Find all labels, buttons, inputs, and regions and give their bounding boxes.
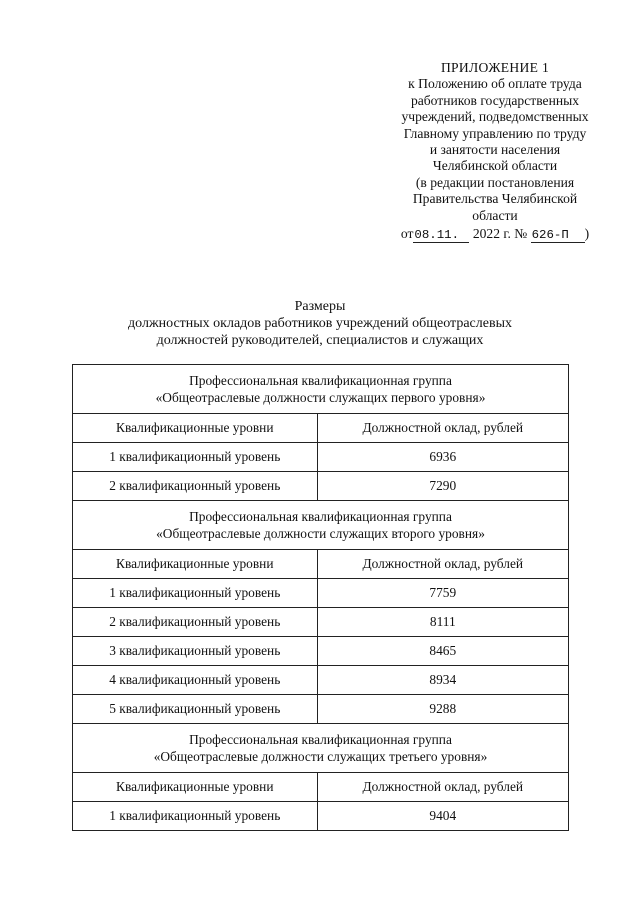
appendix-line: области [472, 207, 518, 223]
column-header-level: Квалификационные уровни [73, 414, 318, 443]
resolution-prefix: от [400, 226, 414, 242]
table-row [73, 695, 569, 724]
salary-cell: 8465 [317, 637, 568, 666]
appendix-line: работников государственных [410, 92, 580, 108]
group-title-line-1: Профессиональная квалификационная группа [189, 373, 452, 388]
appendix-line: (в редакции постановления [415, 174, 575, 190]
appendix-line: к Положению об оплате труда [408, 76, 582, 92]
level-cell: 1 квалификационный уровень [73, 443, 318, 472]
column-header-salary: Должностной оклад, рублей [317, 773, 568, 802]
group-title-line-2: «Общеотраслевые должности служащих третьего уровня» [153, 749, 488, 764]
salary-cell: 7759 [317, 579, 568, 608]
group-title-line-1: Профессиональная квалификационная группа [189, 509, 452, 524]
group-title-line-2: «Общеотраслевые должности служащих первого уровня» [155, 390, 486, 405]
table-row [73, 472, 569, 501]
table-row [73, 666, 569, 695]
table-row [73, 637, 569, 666]
appendix-line: учреждений, подведомственных [401, 109, 589, 125]
salary-cell: 8111 [317, 608, 568, 637]
title-line-3: должностей руководителей, специалистов и служащих [156, 333, 484, 348]
column-header-level: Квалификационные уровни [73, 773, 318, 802]
column-header-salary: Должностной оклад, рублей [317, 550, 568, 579]
group-header-row [73, 365, 569, 414]
appendix-line: Главному управлению по труду [403, 125, 587, 141]
salary-cell: 6936 [317, 443, 568, 472]
group-header-row [73, 724, 569, 773]
resolution-date: 08.11. [413, 228, 469, 243]
level-cell: 5 квалификационный уровень [73, 695, 318, 724]
column-header-salary: Должностной оклад, рублей [317, 414, 568, 443]
column-header-row [73, 773, 569, 802]
level-cell: 1 квалификационный уровень [73, 802, 318, 831]
table-row [73, 802, 569, 831]
table-row [73, 443, 569, 472]
salary-cell: 9404 [317, 802, 568, 831]
title-line-2: должностных окладов работников учреждений общеотраслевых [128, 316, 512, 331]
appendix-line: Правительства Челябинской [412, 191, 578, 207]
column-header-row [73, 550, 569, 579]
document-title [0, 298, 640, 349]
group-title [73, 724, 569, 773]
group-header-row [73, 501, 569, 550]
column-header-level: Квалификационные уровни [73, 550, 318, 579]
appendix-title: ПРИЛОЖЕНИЕ 1 [440, 60, 550, 75]
group-title-line-1: Профессиональная квалификационная группа [189, 732, 452, 747]
salary-cell: 7290 [317, 472, 568, 501]
salary-cell: 9288 [317, 695, 568, 724]
level-cell: 2 квалификационный уровень [73, 472, 318, 501]
appendix-line: Челябинской области [432, 158, 558, 174]
level-cell: 4 квалификационный уровень [73, 666, 318, 695]
level-cell: 3 квалификационный уровень [73, 637, 318, 666]
table-row [73, 579, 569, 608]
salary-cell: 8934 [317, 666, 568, 695]
resolution-suffix: ) [584, 226, 590, 242]
level-cell: 2 квалификационный уровень [73, 608, 318, 637]
title-line-1: Размеры [294, 299, 346, 314]
resolution-date-line [360, 226, 630, 243]
group-title-line-2: «Общеотраслевые должности служащих второго уровня» [156, 526, 485, 541]
group-title [73, 501, 569, 550]
salary-table [72, 364, 569, 831]
resolution-year: 2022 г. № [472, 226, 528, 242]
appendix-block [360, 60, 630, 243]
table-row [73, 608, 569, 637]
appendix-line: и занятости населения [429, 142, 561, 158]
level-cell: 1 квалификационный уровень [73, 579, 318, 608]
resolution-number: 626-П [531, 228, 585, 243]
group-title [73, 365, 569, 414]
column-header-row [73, 414, 569, 443]
